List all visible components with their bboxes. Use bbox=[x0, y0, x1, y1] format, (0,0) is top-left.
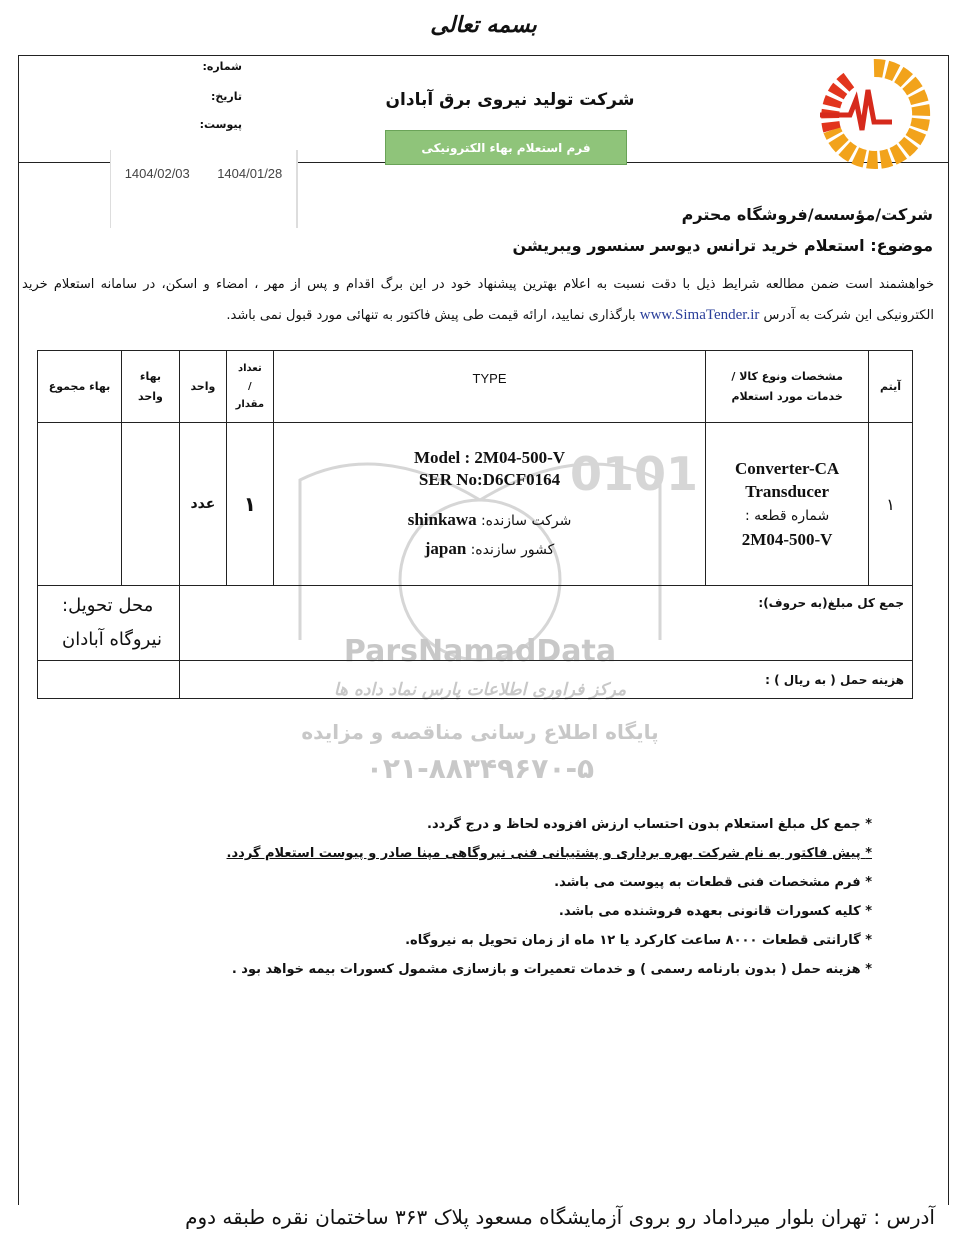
model: Model : 2M04-500-V bbox=[413, 448, 566, 467]
row-qty: ۱ bbox=[226, 423, 273, 586]
col-unit: واحد bbox=[179, 351, 226, 423]
number-label: شماره: bbox=[202, 60, 242, 73]
sum-row bbox=[38, 586, 913, 661]
col-unit-price-line1: بهاء bbox=[139, 369, 162, 383]
note-item bbox=[227, 839, 872, 868]
col-qty-line1: تعداد bbox=[237, 362, 262, 374]
items-table bbox=[37, 350, 913, 699]
row-type bbox=[273, 423, 705, 586]
note-text: هزینه حمل ( بدون بارنامه رسمی ) و خدمات تعمیرات و بازسازی مشمول کسورات بیمه خواهد بود . bbox=[231, 962, 861, 977]
col-unit-price-line2: واحد bbox=[138, 389, 163, 403]
note-bullet: * bbox=[865, 846, 872, 861]
date-value-1: 1404/01/28 bbox=[204, 150, 298, 228]
note-item bbox=[227, 868, 872, 897]
shipping-row bbox=[38, 661, 913, 699]
shipping-empty bbox=[38, 661, 180, 699]
spec-line1: Converter-CA bbox=[735, 459, 840, 478]
col-spec bbox=[706, 351, 869, 423]
intro-text-b: بارگذاری نمایید، ارائه قیمت طی پیش فاکتور به تنهائی مورد قبول نمی باشد. bbox=[226, 308, 640, 323]
note-bullet: * bbox=[865, 875, 872, 890]
intro-paragraph bbox=[22, 270, 934, 331]
delivery-label: محل تحویل: bbox=[62, 595, 154, 616]
notes-list bbox=[227, 810, 872, 984]
company-title: شرکت تولید نیروی برق آبادان bbox=[385, 90, 635, 110]
bismillah: بسمه تعالی bbox=[430, 12, 537, 38]
col-spec-line1: مشخصات ونوع کالا / bbox=[731, 369, 843, 383]
col-type: TYPE bbox=[273, 351, 705, 423]
col-qty-line3: مقدار bbox=[235, 398, 265, 410]
col-qty bbox=[226, 351, 273, 423]
row-spec bbox=[706, 423, 869, 586]
note-bullet: * bbox=[865, 933, 872, 948]
watermark-phone: ۰۲۱-۸۸۳۴۹۶۷۰-۵ bbox=[365, 752, 595, 785]
row-item: ۱ bbox=[869, 423, 913, 586]
maker bbox=[274, 509, 705, 532]
attachment-label: پیوست: bbox=[199, 118, 242, 131]
shipping-label[interactable]: هزینه حمل ( به ریال ) : bbox=[179, 661, 912, 699]
date-value-2: 1404/02/03 bbox=[124, 166, 190, 181]
col-item: آیتم bbox=[869, 351, 913, 423]
note-item bbox=[227, 897, 872, 926]
maker-value: shinkawa bbox=[407, 510, 477, 529]
row-unit-price[interactable] bbox=[121, 423, 179, 586]
footer-address: آدرس : تهران بلوار میرداماد رو بروی آزمایشگاه مسعود پلاک ۳۶۳ ساختمان نقره طبقه دوم bbox=[185, 1205, 935, 1229]
recipient: شرکت/مؤسسه/فروشگاه محترم bbox=[681, 205, 933, 224]
intro-text-a: خواهشمند است ضمن مطالعه شرایط ذیل با دقت نسبت به اعلام بهترین پیشنهاد خود در این برگ اقدام و پس از مهر ، امضاء و اسکن، در سامانه استعلام خرید الکترونیکی این شرکت به آدرس bbox=[22, 277, 934, 323]
form-title-button: فرم استعلام بهاء الکترونیکی bbox=[385, 130, 627, 165]
serial: SER No:D6CF0164 bbox=[418, 470, 561, 489]
delivery-value: نیروگاه آبادان bbox=[62, 629, 163, 650]
col-total: بهاء مجموع bbox=[38, 351, 122, 423]
spec-line3: شماره قطعه : bbox=[745, 508, 830, 524]
col-unit-price bbox=[121, 351, 179, 423]
company-logo-icon bbox=[812, 60, 937, 165]
maker-label: شرکت سازنده: bbox=[480, 513, 572, 529]
table-header-row bbox=[38, 351, 913, 423]
row-unit: عدد bbox=[179, 423, 226, 586]
col-qty-line2: / bbox=[248, 380, 252, 392]
note-text: جمع کل مبلغ استعلام بدون احتساب ارزش افزوده لحاظ و درج گردد. bbox=[427, 817, 861, 832]
delivery-cell bbox=[38, 586, 180, 661]
watermark-brand: ParsNamadData bbox=[343, 634, 617, 669]
watermark-line1: مرکز فراوری اطلاعات پارس نماد داده ها bbox=[333, 680, 627, 700]
note-text: پیش فاکتور به نام شرکت بهره برداری و پشتیبانی فنی نیروگاهی مپنا صادر و پیوست استعلام گردد. bbox=[226, 846, 861, 861]
table-row bbox=[38, 423, 913, 586]
spec-line4: 2M04-500-V bbox=[741, 530, 833, 549]
note-bullet: * bbox=[865, 904, 872, 919]
date-label: تاریخ: bbox=[210, 90, 242, 103]
note-text: کلیه کسورات قانونی بعهده فروشنده می باشد. bbox=[558, 904, 861, 919]
sum-label[interactable]: جمع کل مبلغ(به حروف): bbox=[179, 586, 912, 661]
note-item bbox=[227, 955, 872, 984]
col-spec-line2: خدمات مورد استعلام bbox=[731, 389, 843, 403]
note-item bbox=[227, 926, 872, 955]
row-total[interactable] bbox=[38, 423, 122, 586]
date-cells bbox=[110, 150, 298, 228]
simatender-link[interactable]: www.SimaTender.ir bbox=[639, 307, 760, 323]
svg-text:0101: 0101 bbox=[570, 447, 699, 501]
note-text: گارانتی قطعات ۸۰۰۰ ساعت کارکرد یا ۱۲ ماه از زمان تحویل به نیروگاه. bbox=[405, 933, 861, 948]
country-value: japan bbox=[424, 539, 467, 558]
note-bullet: * bbox=[865, 817, 872, 832]
country bbox=[274, 538, 705, 561]
subject: موضوع: استعلام خرید ترانس دیوسر سنسور ویبریشن bbox=[512, 236, 933, 255]
watermark-line2: پایگاه اطلاع رسانی مناقصه و مزایده bbox=[301, 720, 659, 744]
note-item bbox=[227, 810, 872, 839]
spec-line2: Transducer bbox=[745, 482, 829, 501]
note-bullet: * bbox=[865, 962, 872, 977]
note-text: فرم مشخصات فنی قطعات به پیوست می باشد. bbox=[554, 875, 861, 890]
country-label: کشور سازنده: bbox=[470, 542, 555, 558]
